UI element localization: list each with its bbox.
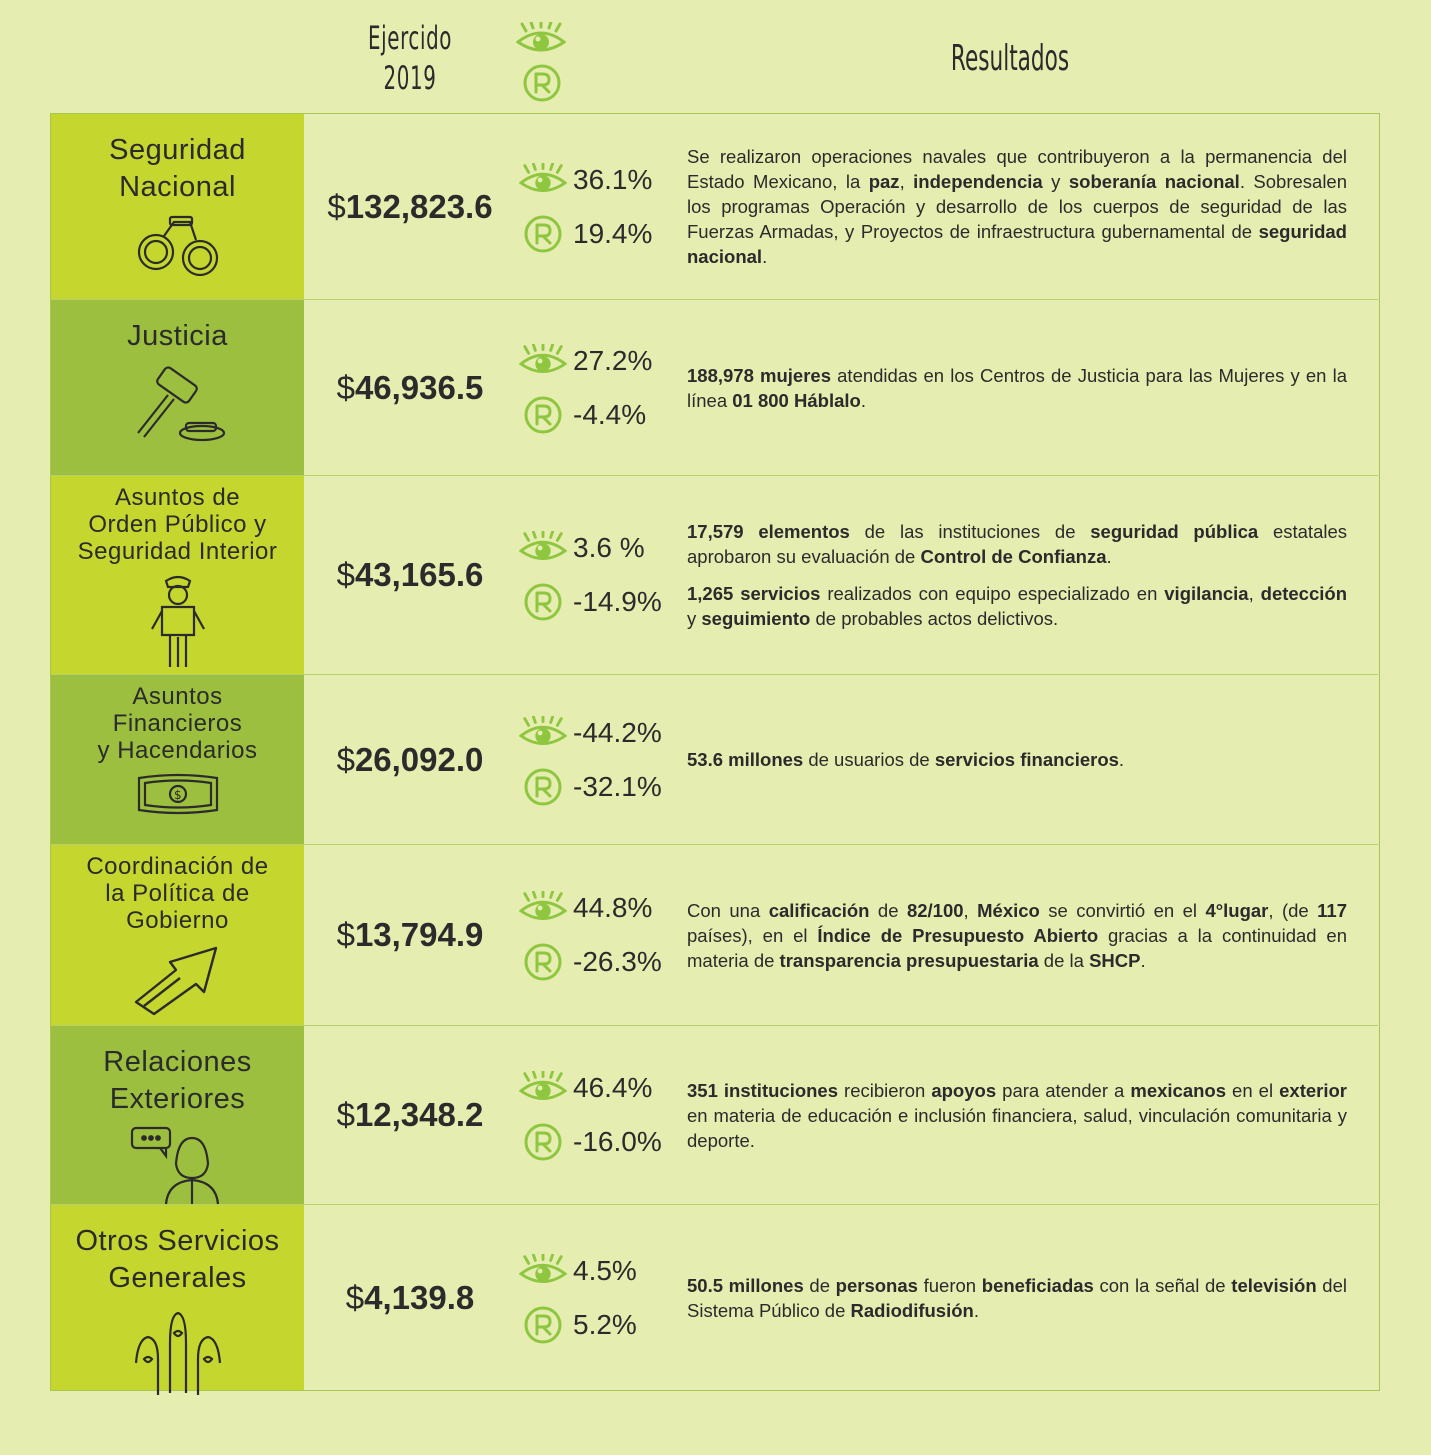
r-percent <box>519 760 689 814</box>
r-percent-value: -32.1% <box>573 770 662 802</box>
result-segment: . <box>762 246 768 267</box>
eye-percent <box>519 153 689 207</box>
currency-symbol: $ <box>336 740 355 778</box>
category-title <box>51 300 304 355</box>
svg-text:$: $ <box>173 788 182 802</box>
header-year: 2019 <box>383 59 437 97</box>
r-percent <box>519 1115 689 1169</box>
result-segment: SHCP <box>1089 949 1141 971</box>
r-percent <box>519 1298 689 1352</box>
result-segment: 01 800 Háblalo <box>732 389 861 411</box>
result-segment: estatales aprobaron su evaluación de <box>687 521 1348 567</box>
eye-percent-value: 44.8% <box>573 892 653 923</box>
percent-cell <box>519 476 689 674</box>
amount-number: 46,936.5 <box>354 368 484 406</box>
table-row <box>51 675 1378 845</box>
category-title-line: Otros Servicios <box>75 1225 280 1257</box>
eye-icon <box>519 1254 567 1288</box>
result-segment: . Sobresalen los programas Operación y desarrollo de los cuerpos de seguridad de las Fuerzas Armadas, y Proyectos de infraestructura gubernamental de <box>687 171 1348 242</box>
amount-value <box>304 675 516 844</box>
result-segment: . <box>973 1299 979 1321</box>
result-paragraph <box>687 363 1347 413</box>
result-segment: Control de Confianza <box>920 546 1107 567</box>
table-row <box>51 845 1378 1026</box>
result-segment: Índice de Presupuesto Abierto <box>817 924 1099 946</box>
amount-number: 43,165.6 <box>354 556 484 593</box>
eye-percent <box>519 1061 689 1115</box>
amount-value <box>304 1205 516 1390</box>
table-row <box>51 1205 1378 1390</box>
category-title <box>51 114 304 206</box>
eye-percent-value: 27.2% <box>573 344 653 376</box>
category-title-line: Asuntos de <box>114 484 241 511</box>
header-legend-icons <box>516 22 570 103</box>
result-segment: . <box>860 389 866 411</box>
category-title-line: Relaciones <box>103 1046 252 1078</box>
eye-percent-value: 3.6 % <box>573 532 645 563</box>
currency-symbol: $ <box>336 556 355 593</box>
eye-percent <box>519 1244 689 1298</box>
table-row <box>51 300 1378 476</box>
amount-value <box>304 300 516 475</box>
amount-value <box>304 114 516 299</box>
category-cell <box>51 1205 304 1390</box>
percent-cell <box>519 675 689 844</box>
result-segment: , (de <box>1268 899 1318 921</box>
result-segment: apoyos <box>931 1079 997 1101</box>
header-resultados: Resultados <box>950 38 1070 79</box>
result-segment: personas <box>835 1274 918 1296</box>
result-text <box>687 675 1347 844</box>
category-title-line: y Hacendarios <box>97 737 258 764</box>
eye-icon <box>519 344 567 378</box>
percent-cell <box>519 114 689 299</box>
category-cell <box>51 300 304 475</box>
banknote-icon <box>135 770 221 818</box>
result-paragraph <box>687 898 1347 973</box>
raised-hands-hearts-icon <box>130 1303 226 1399</box>
result-segment: servicios financieros <box>934 749 1119 770</box>
category-title <box>51 476 304 565</box>
header-ejercido-label: Ejercido <box>367 19 453 57</box>
result-segment: de la <box>1038 949 1090 971</box>
percent-cell <box>519 845 689 1025</box>
amount-value <box>304 476 516 674</box>
header-ejercido <box>367 18 454 98</box>
r-percent-value: -14.9% <box>573 586 662 617</box>
result-segment: realizados con equipo especializado en <box>820 583 1165 604</box>
registered-r-icon <box>519 214 567 254</box>
category-title <box>51 1026 304 1118</box>
r-percent <box>519 575 689 629</box>
eye-percent <box>519 706 689 760</box>
result-segment: 53.6 millones <box>687 749 804 770</box>
eye-percent-value: 36.1% <box>573 163 653 195</box>
gavel-icon <box>128 361 228 445</box>
result-segment: de probables actos delictivos. <box>810 608 1059 629</box>
eye-icon <box>519 163 567 197</box>
table-row <box>51 1026 1378 1205</box>
registered-r-icon <box>519 767 567 807</box>
currency-symbol: $ <box>327 187 346 225</box>
category-title-line: Asuntos <box>132 683 223 710</box>
result-paragraph <box>687 519 1347 569</box>
police-officer-icon <box>148 571 208 671</box>
registered-r-icon <box>522 63 562 103</box>
result-segment: Con una <box>687 899 769 921</box>
registered-r-icon <box>519 1305 567 1345</box>
result-segment: . <box>1118 749 1125 770</box>
currency-symbol: $ <box>345 1278 365 1316</box>
currency-symbol: $ <box>336 368 355 406</box>
result-segment: paz <box>868 171 900 192</box>
result-segment: seguimiento <box>701 608 811 629</box>
result-segment: fueron <box>917 1274 982 1296</box>
eye-icon <box>519 716 567 750</box>
category-cell <box>51 675 304 844</box>
category-title <box>51 845 304 934</box>
category-title <box>51 675 304 764</box>
result-segment: , <box>1248 583 1261 604</box>
category-cell <box>51 476 304 674</box>
result-segment: vigilancia <box>1164 583 1249 604</box>
r-percent-value: 5.2% <box>573 1308 637 1340</box>
person-speech-bubble-icon <box>130 1124 226 1206</box>
result-segment: Radiodifusión <box>850 1299 974 1321</box>
handcuffs-icon <box>130 212 226 282</box>
amount-number: 12,348.2 <box>354 1096 484 1133</box>
eye-percent <box>519 881 689 935</box>
result-segment: recibieron <box>838 1079 932 1101</box>
result-segment: de las instituciones de <box>849 521 1091 542</box>
result-segment: 351 instituciones <box>687 1079 839 1101</box>
header <box>0 0 1431 112</box>
result-segment: 117 <box>1317 899 1348 921</box>
result-segment: independencia <box>913 171 1043 192</box>
result-text <box>687 1205 1347 1390</box>
result-segment: soberanía nacional <box>1068 171 1240 192</box>
result-text <box>687 1026 1347 1204</box>
result-segment: calificación <box>768 899 870 921</box>
result-segment: 50.5 millones <box>687 1274 804 1296</box>
table-row <box>51 476 1378 675</box>
amount-value <box>304 845 516 1025</box>
result-segment: se convirtió en el <box>1039 899 1206 921</box>
result-segment: del Sistema Público de <box>687 1274 1347 1321</box>
eye-icon <box>519 891 567 925</box>
result-segment: , <box>963 899 978 921</box>
result-segment: . <box>1140 949 1146 971</box>
amount-number: 132,823.6 <box>345 187 493 225</box>
category-title-line: Exteriores <box>109 1083 246 1115</box>
category-cell <box>51 845 304 1025</box>
result-segment: 1,265 servicios <box>687 583 821 604</box>
result-segment: . <box>1106 546 1112 567</box>
registered-r-icon <box>519 942 567 982</box>
result-segment: 4°lugar <box>1205 899 1269 921</box>
result-segment: y <box>687 608 702 629</box>
category-title-line: Nacional <box>119 171 236 203</box>
category-title-line: Justicia <box>127 320 228 352</box>
result-paragraph <box>687 1273 1347 1323</box>
eye-percent-value: -44.2% <box>573 716 662 748</box>
result-segment: con la señal de <box>1093 1274 1232 1296</box>
r-percent <box>519 388 689 442</box>
r-percent-value: -4.4% <box>573 398 647 430</box>
result-text <box>687 845 1347 1025</box>
result-segment: exterior <box>1279 1079 1348 1101</box>
result-segment: beneficiadas <box>981 1274 1094 1296</box>
budget-table <box>50 113 1380 1391</box>
registered-r-icon <box>519 395 567 435</box>
result-paragraph <box>687 144 1347 269</box>
r-percent-value: -16.0% <box>573 1126 662 1157</box>
category-title-line: Seguridad <box>109 134 246 166</box>
result-segment: en el <box>1226 1079 1280 1101</box>
result-segment: , <box>899 171 914 192</box>
result-segment: 82/100 <box>906 899 964 921</box>
category-title-line: Generales <box>108 1262 247 1294</box>
result-segment: países), en el <box>687 924 818 946</box>
result-segment: de <box>803 1274 836 1296</box>
r-percent <box>519 207 689 261</box>
r-percent <box>519 935 689 989</box>
result-segment: México <box>977 899 1040 921</box>
registered-r-icon <box>519 582 567 622</box>
r-percent-value: 19.4% <box>573 217 653 249</box>
percent-cell <box>519 1205 689 1390</box>
table-row <box>51 114 1378 300</box>
result-segment: y <box>1042 171 1069 192</box>
result-text <box>687 114 1347 299</box>
result-segment: 188,978 mujeres <box>687 364 831 386</box>
percent-cell <box>519 300 689 475</box>
result-segment: seguridad pública <box>1090 521 1259 542</box>
eye-icon <box>519 531 567 565</box>
result-segment: mexicanos <box>1130 1079 1227 1101</box>
eye-percent <box>519 334 689 388</box>
category-title-line: Financieros <box>112 710 243 737</box>
result-segment: gracias a la continuidad en materia de <box>687 924 1348 971</box>
result-segment: atendidas en los Centros de Justicia para las Mujeres y en la línea <box>687 364 1347 411</box>
category-title-line: Gobierno <box>126 907 229 934</box>
eye-percent-value: 4.5% <box>573 1254 637 1286</box>
result-segment: para atender a <box>996 1079 1131 1101</box>
result-text <box>687 476 1347 674</box>
result-segment: detección <box>1260 583 1347 604</box>
arrow-up-right-icon <box>130 940 226 1016</box>
result-paragraph <box>687 1078 1347 1153</box>
r-percent-value: -26.3% <box>573 946 662 977</box>
result-paragraph <box>687 581 1347 631</box>
category-title-line: Seguridad Interior <box>77 538 278 565</box>
result-segment: 17,579 elementos <box>687 521 850 542</box>
result-segment: de <box>869 899 907 921</box>
amount-number: 4,139.8 <box>364 1278 475 1316</box>
category-title-line: Orden Público y <box>88 511 267 538</box>
percent-cell <box>519 1026 689 1204</box>
amount-value <box>304 1026 516 1204</box>
amount-number: 26,092.0 <box>354 740 484 778</box>
result-segment: de usuarios de <box>803 749 935 770</box>
result-segment: Se realizaron operaciones navales que contribuyeron a la permanencia del Estado Mexicano, la <box>687 146 1347 192</box>
eye-icon <box>516 22 566 56</box>
amount-number: 13,794.9 <box>354 916 484 953</box>
result-paragraph <box>687 747 1347 772</box>
eye-percent-value: 46.4% <box>573 1072 653 1103</box>
result-text <box>687 300 1347 475</box>
result-segment: transparencia presupuestaria <box>779 949 1039 971</box>
currency-symbol: $ <box>336 1096 355 1133</box>
registered-r-icon <box>519 1122 567 1162</box>
result-segment: televisión <box>1231 1274 1317 1296</box>
eye-percent <box>519 521 689 575</box>
result-segment: seguridad nacional <box>687 221 1347 267</box>
eye-icon <box>519 1071 567 1105</box>
category-title <box>51 1205 304 1297</box>
category-title-line: Coordinación de <box>86 853 269 880</box>
category-cell <box>51 114 304 299</box>
result-segment: en materia de educación e inclusión financiera, salud, vinculación comunitaria y deporte. <box>687 1104 1347 1151</box>
category-title-line: la Política de <box>105 880 250 907</box>
category-cell <box>51 1026 304 1204</box>
currency-symbol: $ <box>336 916 355 953</box>
